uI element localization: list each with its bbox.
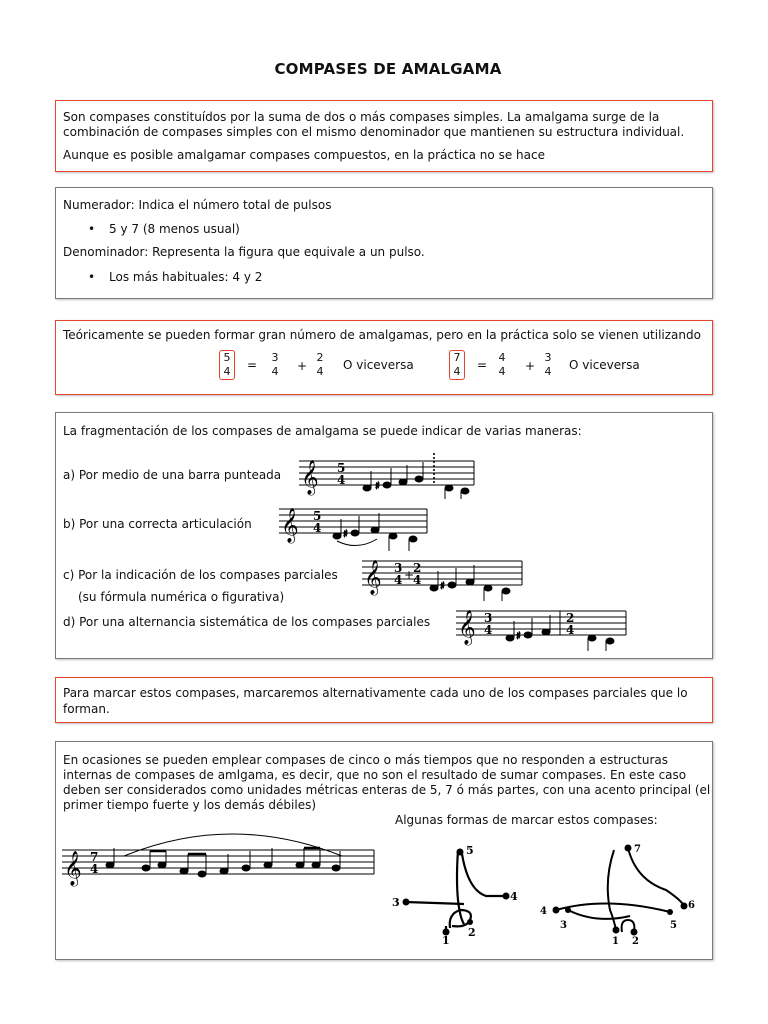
svg-text:4: 4 (313, 521, 322, 535)
conducting-pattern-seven (536, 840, 701, 952)
bullet-2-text: Los más habituales: 4 y 2 (109, 270, 263, 284)
svg-text:4: 4 (90, 862, 99, 876)
svg-text:4: 4 (337, 473, 346, 487)
svg-text:2: 2 (413, 561, 422, 575)
fraction-7-4: 7 4 (449, 350, 465, 380)
svg-text:4: 4 (394, 573, 403, 587)
amalgam-text: Teóricamente se pueden formar gran número de amalgamas, pero en la práctica solo se vienen utilizando (63, 328, 701, 342)
svg-text:5: 5 (313, 509, 322, 523)
svg-text:4: 4 (413, 573, 422, 587)
staff-example-a (299, 451, 479, 499)
fragmentation-box (55, 412, 713, 659)
marking-line-2: forman. (63, 702, 110, 716)
page-title: COMPASES DE AMALGAMA (274, 60, 502, 78)
bullet-2: • (88, 270, 96, 284)
beat-3-label: 3 (392, 896, 400, 909)
fraction-2-4: 2 4 (316, 351, 324, 378)
conducting-pattern-five (386, 840, 526, 952)
definition-line-2: combinación de compases simples con el mismo denominador que mantienen su estructura individual. (63, 125, 685, 139)
fragmentation-intro: La fragmentación de los compases de amalgama se puede indicar de varias maneras: (63, 424, 582, 438)
viceversa-1: O viceversa (343, 358, 414, 372)
method-a: a) Por medio de una barra punteada (63, 468, 282, 482)
staff-example-c (362, 551, 532, 601)
numerator-box (55, 187, 713, 299)
viceversa-2: O viceversa (569, 358, 640, 372)
beat-7-label: 7 (634, 844, 641, 855)
equals-sign: = (247, 358, 258, 372)
marking-box (55, 677, 713, 723)
staff-example-b (279, 499, 429, 551)
bullet-1: • (88, 222, 96, 236)
marking-line-1: Para marcar estos compases, marcaremos alternativamente cada uno de los compases parciales que lo (63, 686, 688, 700)
svg-text:♯: ♯ (516, 631, 521, 642)
svg-text:3: 3 (484, 611, 493, 625)
irregular-line-2: internas de compases de amlgama, es decir, que no son el resultado de sumar compases. En este caso (63, 768, 687, 782)
method-c-note: (su fórmula numérica o figurativa) (78, 590, 285, 604)
definition-line-1: Son compases constituídos por la suma de dos o más compases simples. La amalgama surge de la (63, 110, 660, 124)
beat-2-label: 2 (468, 926, 476, 939)
fraction-3-4b: 3 4 (544, 351, 552, 378)
definition-box (55, 100, 713, 172)
irregular-line-3: deben ser considerados como unidades métricas enteras de 5, 7 ó más partes, con una acento principal (el (63, 783, 711, 797)
svg-text:5: 5 (337, 461, 346, 475)
svg-text:2: 2 (566, 611, 575, 625)
svg-text:𝄞: 𝄞 (281, 508, 299, 543)
method-c: c) Por la indicación de los compases parciales (63, 568, 338, 582)
svg-text:𝄞: 𝄞 (458, 610, 476, 645)
svg-text:♯: ♯ (375, 481, 380, 492)
irregular-meters-box (55, 741, 713, 960)
irregular-line-4: primer tiempo fuerte y los demás débiles) (63, 798, 317, 812)
fraction-5-4: 5 4 (219, 350, 235, 380)
beat-6-label: 6 (688, 900, 695, 911)
svg-text:♯: ♯ (343, 529, 348, 540)
marking-forms-caption: Algunas formas de marcar estos compases: (395, 813, 658, 827)
method-d: d) Por una alternancia sistemática de los compases parciales (63, 615, 431, 629)
fraction-3-4: 3 4 (271, 351, 279, 378)
svg-text:+: + (404, 568, 415, 582)
svg-text:𝄞: 𝄞 (364, 560, 382, 595)
svg-text:4: 4 (566, 623, 575, 637)
beat-5b-label: 5 (670, 920, 677, 931)
beat-4-label: 4 (510, 890, 518, 903)
staff-example-d (456, 601, 636, 651)
numerador-text: Numerador: Indica el número total de pulsos (63, 198, 332, 212)
definition-line-3: Aunque es posible amalgamar compases compuestos, en la práctica no se hace (63, 148, 545, 162)
beat-3b-label: 3 (560, 920, 567, 931)
plus-sign-2: + (525, 359, 536, 373)
plus-sign: + (297, 359, 308, 373)
amalgam-box (55, 320, 713, 395)
method-b: b) Por una correcta articulación (63, 517, 252, 531)
staff-seven-four (62, 830, 380, 888)
svg-text:𝄞: 𝄞 (301, 460, 319, 495)
irregular-line-1: En ocasiones se pueden emplear compases de cinco o más tiempos que no responden a estructuras (63, 753, 669, 767)
fraction-4-4: 4 4 (498, 351, 506, 378)
equals-sign-2: = (477, 358, 488, 372)
beat-1-label: 1 (442, 934, 450, 947)
denominador-text: Denominador: Representa la figura que equivale a un pulso. (63, 245, 425, 259)
svg-text:♯: ♯ (440, 581, 445, 592)
svg-text:7: 7 (90, 850, 99, 864)
beat-1b-label: 1 (612, 936, 619, 947)
bullet-1-text: 5 y 7 (8 menos usual) (109, 222, 240, 236)
beat-5-label: 5 (466, 844, 474, 857)
svg-text:3: 3 (394, 561, 403, 575)
beat-2b-label: 2 (632, 936, 639, 947)
svg-text:4: 4 (484, 623, 493, 637)
beat-4b-label: 4 (540, 906, 547, 917)
svg-text:𝄞: 𝄞 (64, 851, 82, 886)
